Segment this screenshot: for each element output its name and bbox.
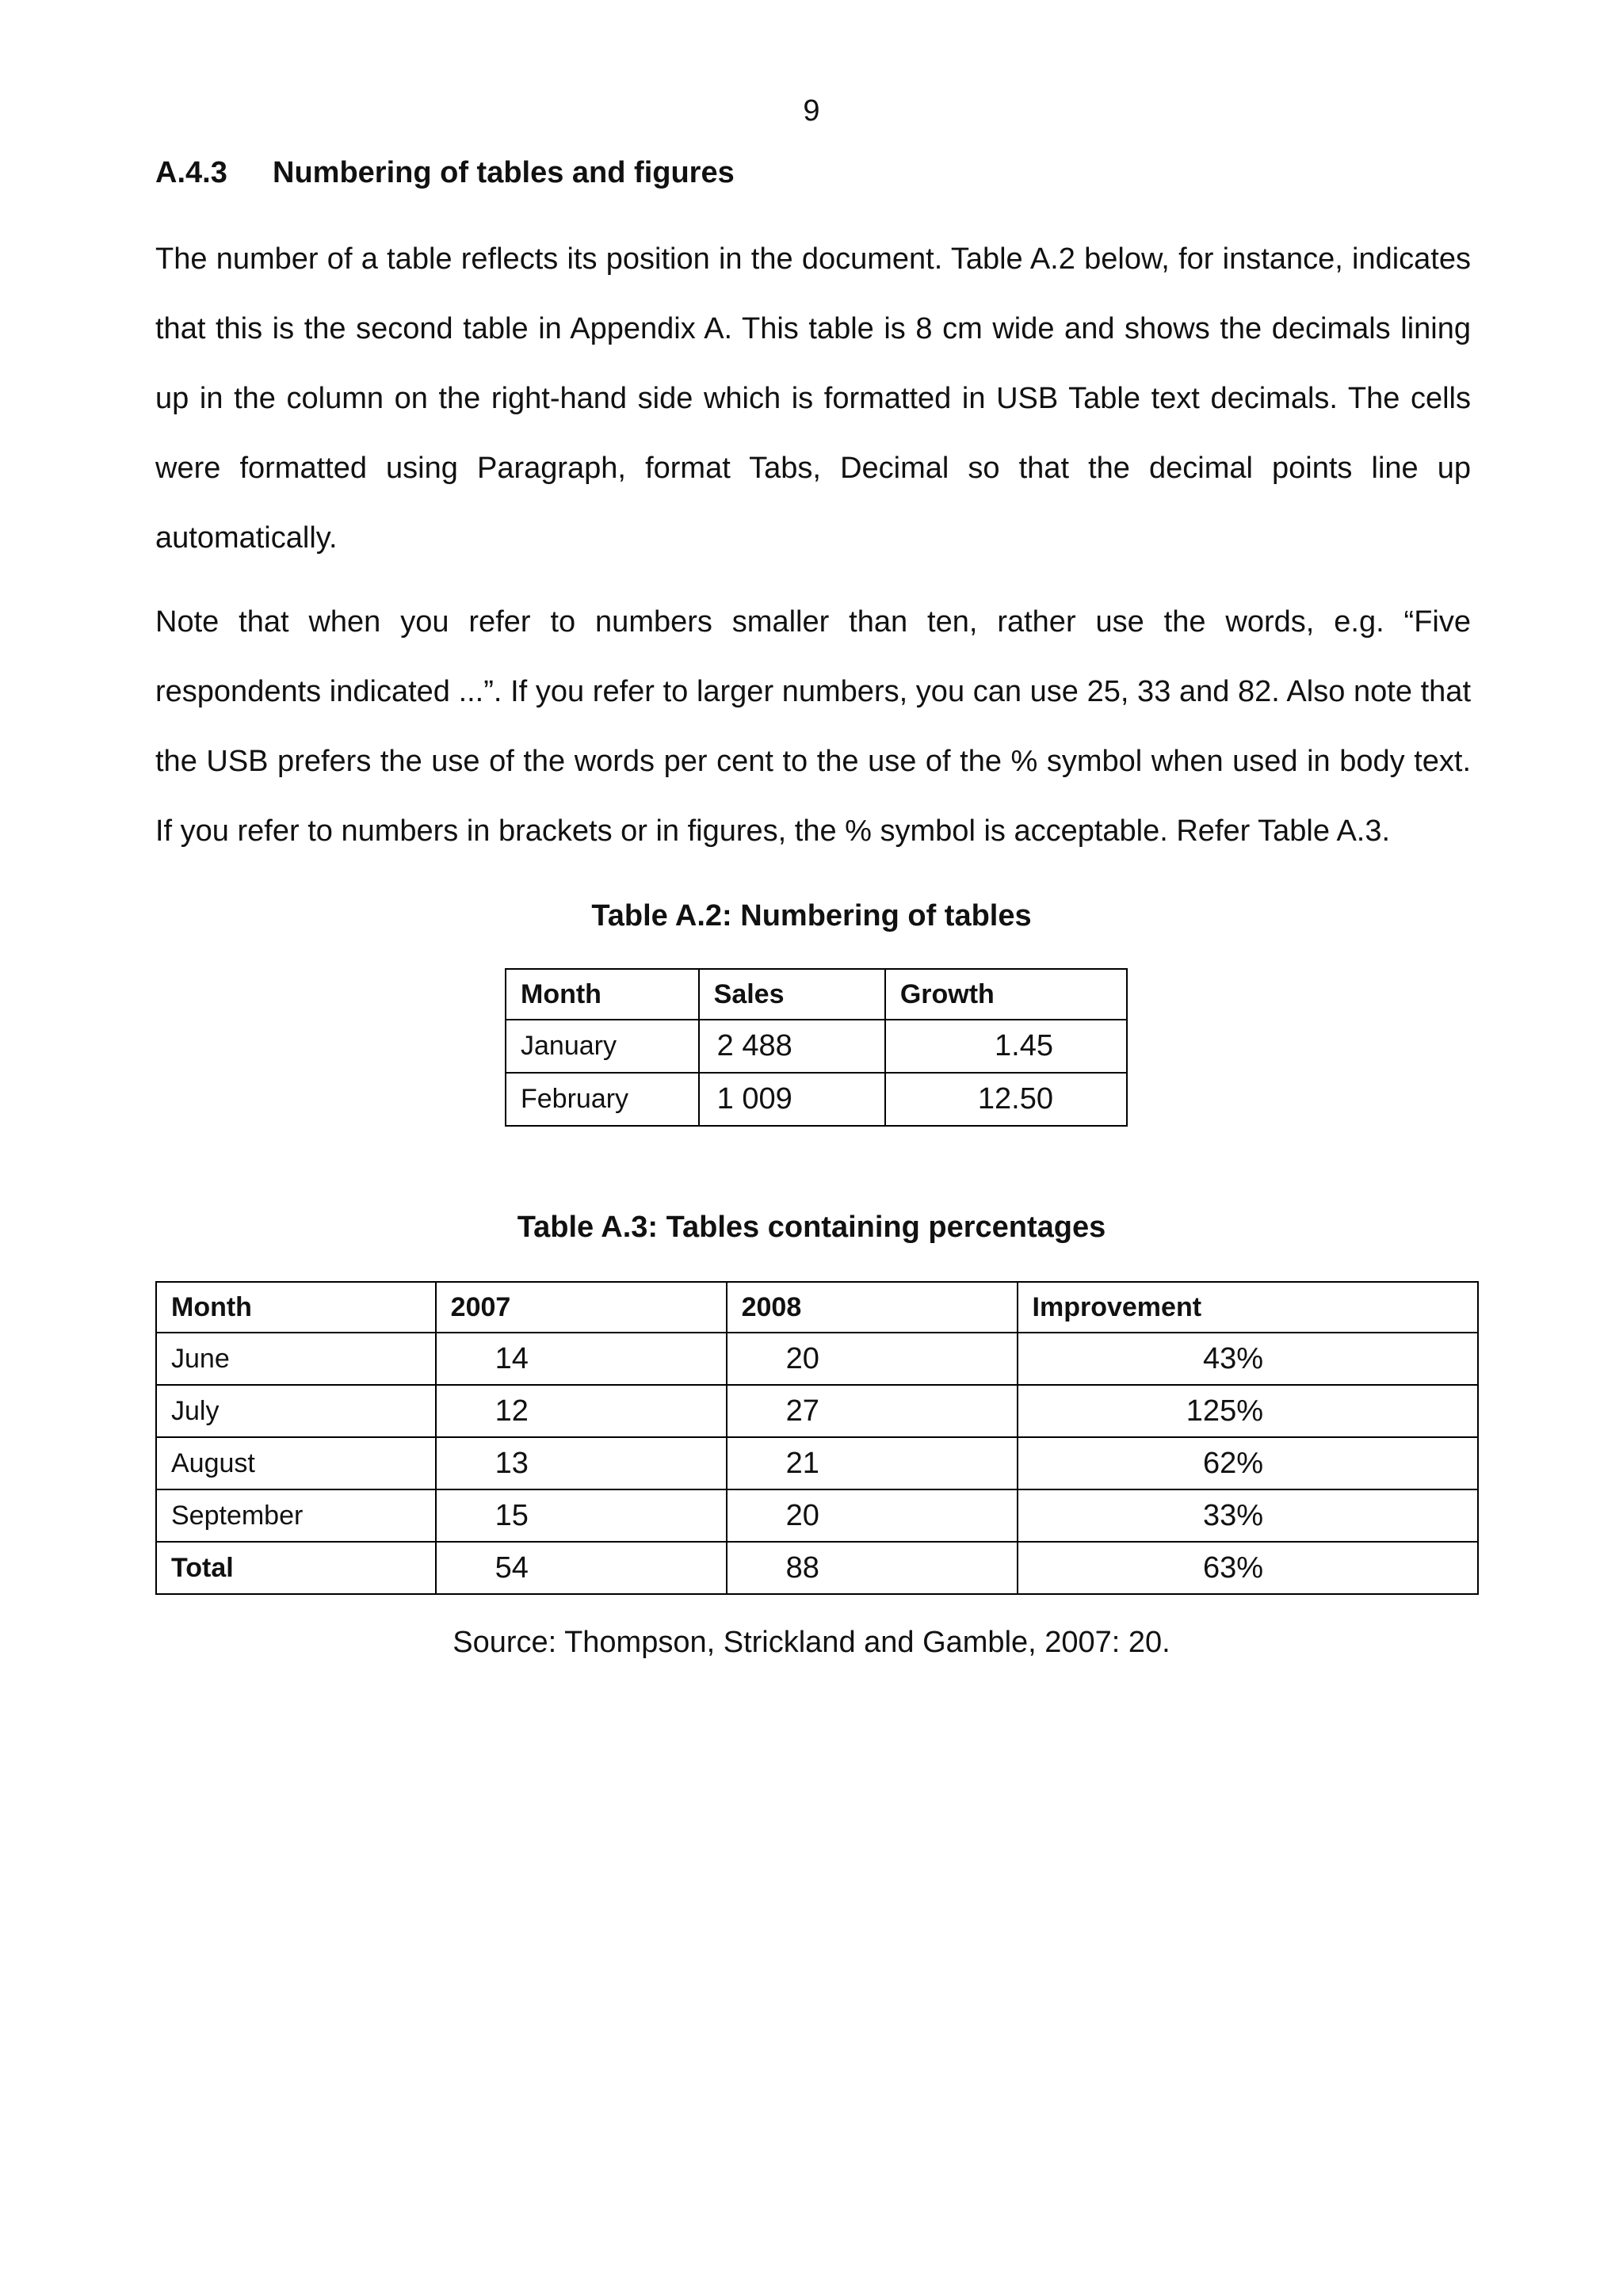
table-row — [506, 1020, 1127, 1073]
page-number: 9 — [803, 94, 820, 128]
table-a2-caption: Table A.2: Numbering of tables — [591, 899, 1032, 933]
value-2008-cell: 20 — [727, 1333, 1018, 1385]
total-2008-cell: 88 — [727, 1542, 1018, 1594]
value-2007-cell: 12 — [436, 1385, 727, 1437]
table-header-row — [156, 1282, 1478, 1333]
column-header-2007: 2007 — [436, 1282, 727, 1333]
sales-cell: 2 488 — [699, 1020, 885, 1073]
table-total-row — [156, 1542, 1478, 1594]
total-improvement-cell: 63% — [1018, 1542, 1478, 1594]
month-cell: June — [156, 1333, 436, 1385]
section-heading — [155, 155, 735, 190]
growth-cell: 12.50 — [885, 1073, 1127, 1126]
improvement-cell: 125% — [1018, 1385, 1478, 1437]
improvement-cell: 62% — [1018, 1437, 1478, 1489]
table-row — [156, 1489, 1478, 1542]
total-label-cell: Total — [156, 1542, 436, 1594]
column-header-growth: Growth — [885, 969, 1127, 1020]
column-header-sales: Sales — [699, 969, 885, 1020]
month-cell: January — [506, 1020, 699, 1073]
improvement-cell: 43% — [1018, 1333, 1478, 1385]
table-a3 — [155, 1281, 1479, 1595]
value-2007-cell: 14 — [436, 1333, 727, 1385]
month-cell: September — [156, 1489, 436, 1542]
table-row — [506, 1073, 1127, 1126]
column-header-2008: 2008 — [727, 1282, 1018, 1333]
table-a3-caption: Table A.3: Tables containing percentages — [517, 1211, 1106, 1244]
table-row — [156, 1385, 1478, 1437]
value-2008-cell: 27 — [727, 1385, 1018, 1437]
table-source-note: Source: Thompson, Strickland and Gamble, 2007: 20. — [453, 1626, 1170, 1659]
sales-cell: 1 009 — [699, 1073, 885, 1126]
table-row — [156, 1437, 1478, 1489]
column-header-month: Month — [156, 1282, 436, 1333]
body-paragraph-2: Note that when you refer to numbers smaller than ten, rather use the words, e.g. “Five respondents indicated ...”. If you refer to larger numbers, you can use 25, 33 and 82. Also note that the USB prefers the use of the words per cent to the use of the % symbol when used in body text. If you refer to numbers in brackets or in figures, the % symbol is acceptable. Refer Table A.3. — [155, 605, 1471, 848]
column-header-month: Month — [506, 969, 699, 1020]
value-2008-cell: 21 — [727, 1437, 1018, 1489]
month-cell: August — [156, 1437, 436, 1489]
table-header-row — [506, 969, 1127, 1020]
month-cell: July — [156, 1385, 436, 1437]
table-a2 — [505, 968, 1128, 1127]
total-2007-cell: 54 — [436, 1542, 727, 1594]
body-paragraph-1: The number of a table reflects its position in the document. Table A.2 below, for instance, indicates that this is the second table in Appendix A. This table is 8 cm wide and shows the decimals lining up in the column on the right-hand side which is formatted in USB Table text decimals. The cells were formatted using Paragraph, format Tabs, Decimal so that the decimal points line up automatically. — [155, 242, 1471, 555]
value-2008-cell: 20 — [727, 1489, 1018, 1542]
column-header-improvement: Improvement — [1018, 1282, 1478, 1333]
growth-cell: 1.45 — [885, 1020, 1127, 1073]
table-row — [156, 1333, 1478, 1385]
section-number: A.4.3 — [155, 156, 227, 189]
section-title: Numbering of tables and figures — [273, 156, 735, 189]
month-cell: February — [506, 1073, 699, 1126]
improvement-cell: 33% — [1018, 1489, 1478, 1542]
value-2007-cell: 15 — [436, 1489, 727, 1542]
value-2007-cell: 13 — [436, 1437, 727, 1489]
